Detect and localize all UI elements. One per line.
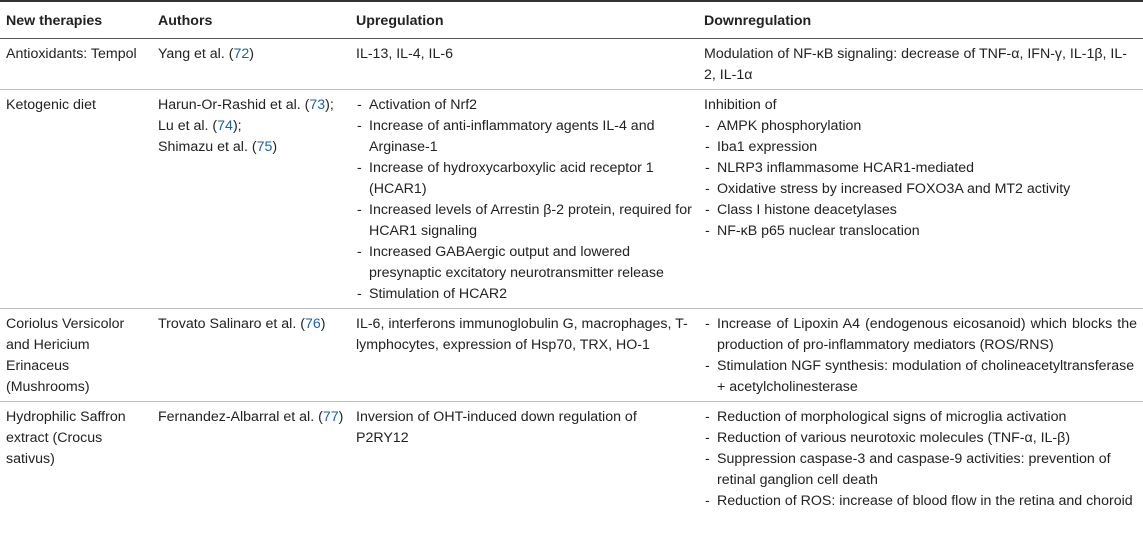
author-name: Harun-Or-Rashid et al. ( — [158, 97, 310, 113]
author-name: Lu et al. ( — [158, 118, 218, 134]
table-row — [0, 402, 1143, 516]
reference-link[interactable]: 75 — [256, 139, 273, 155]
upregulation-cell — [350, 90, 698, 309]
upregulation-cell: IL-13, IL-4, IL-6 — [356, 46, 453, 62]
downregulation-cell — [698, 309, 1143, 402]
list-item: - NLRP3 inflammasome HCAR1-mediated — [704, 158, 1137, 179]
header-downregulation: Downregulation — [698, 1, 1143, 39]
upregulation-cell: IL-6, interferons immunoglobulin G, macrophages, T-lymphocytes, expression of Hsp70, TRX, HO-1 — [356, 316, 688, 353]
reference-link[interactable]: 77 — [322, 409, 339, 425]
list-item: - Oxidative stress by increased FOXO3A and MT2 activity — [704, 179, 1137, 200]
header-new-therapies: New therapies — [0, 1, 152, 39]
list-item: - Increase of hydroxycarboxylic acid receptor 1 (HCAR1) — [356, 158, 692, 200]
author-entry — [158, 116, 344, 137]
reference-link[interactable]: 76 — [304, 316, 321, 332]
downregulation-intro: Inhibition of — [704, 97, 777, 113]
downregulation-cell — [698, 402, 1143, 516]
list-item: - Increase of Lipoxin A4 (endogenous eicosanoid) which blocks the production of pro-inflammatory mediators (ROS/RNS) — [704, 314, 1137, 356]
author-close: ) — [249, 46, 254, 62]
downregulation-cell — [698, 90, 1143, 309]
reference-link[interactable]: 73 — [309, 97, 326, 113]
list-item: - Suppression caspase-3 and caspase-9 activities: prevention of retinal ganglion cell death — [704, 449, 1137, 491]
author-close: ) — [320, 316, 326, 332]
table-row — [0, 90, 1143, 309]
author-name: Yang et al. ( — [158, 46, 234, 62]
downregulation-list — [704, 116, 1137, 242]
author-entry — [158, 137, 344, 158]
list-item: - Stimulation of HCAR2 — [356, 284, 692, 305]
list-item: - Reduction of morphological signs of microglia activation — [704, 407, 1137, 428]
author-name: Shimazu et al. ( — [158, 139, 257, 155]
list-item: - Stimulation NGF synthesis: modulation of cholineacetyltransferase + acetylcholinesterase — [704, 356, 1137, 398]
author-close: ); — [232, 118, 242, 134]
author-close: ); — [325, 97, 334, 113]
list-item: - Increase of anti-inflammatory agents IL-4 and Arginase-1 — [356, 116, 692, 158]
downregulation-list — [704, 314, 1137, 398]
therapy-cell: Coriolus Versicolor and Hericium Erinaceus (Mushrooms) — [6, 316, 125, 395]
reference-link[interactable]: 72 — [233, 46, 250, 62]
therapy-cell: Ketogenic diet — [6, 97, 96, 113]
author-entry — [158, 95, 344, 116]
therapy-cell: Hydrophilic Saffron extract (Crocus sativus) — [6, 409, 126, 467]
reference-link[interactable]: 74 — [217, 118, 233, 134]
upregulation-cell: Inversion of OHT-induced down regulation of P2RY12 — [356, 409, 637, 446]
author-close: ) — [272, 139, 278, 155]
authors-cell — [152, 402, 350, 516]
header-authors: Authors — [152, 1, 350, 39]
authors-cell — [152, 90, 350, 309]
list-item: - AMPK phosphorylation — [704, 116, 1137, 137]
list-item: - Iba1 expression — [704, 137, 1137, 158]
list-item: - Class I histone deacetylases — [704, 200, 1137, 221]
author-close: ) — [338, 409, 344, 425]
author-name: Fernandez-Albarral et al. ( — [158, 409, 323, 425]
header-row — [0, 1, 1143, 39]
list-item: - Increased GABAergic output and lowered presynaptic excitatory neurotransmitter release — [356, 242, 692, 284]
downregulation-cell: Modulation of NF-κB signaling: decrease of TNF-α, IFN-γ, IL-1β, IL-2, IL-1α — [704, 46, 1127, 83]
table-row — [0, 39, 1143, 90]
authors-cell — [152, 39, 350, 90]
list-item: - Reduction of various neurotoxic molecules (TNF-α, IL-β) — [704, 428, 1137, 449]
table-row — [0, 309, 1143, 402]
therapy-cell: Antioxidants: Tempol — [6, 46, 137, 62]
list-item: - NF-κB p65 nuclear translocation — [704, 221, 1137, 242]
downregulation-list — [704, 407, 1137, 512]
list-item: - Increased levels of Arrestin β-2 protein, required for HCAR1 signaling — [356, 200, 692, 242]
list-item: - Reduction of ROS: increase of blood flow in the retina and choroid — [704, 491, 1137, 512]
authors-cell — [152, 309, 350, 402]
upregulation-list — [356, 95, 692, 305]
author-name: Trovato Salinaro et al. ( — [158, 316, 305, 332]
list-item: - Activation of Nrf2 — [356, 95, 692, 116]
header-upregulation: Upregulation — [350, 1, 698, 39]
